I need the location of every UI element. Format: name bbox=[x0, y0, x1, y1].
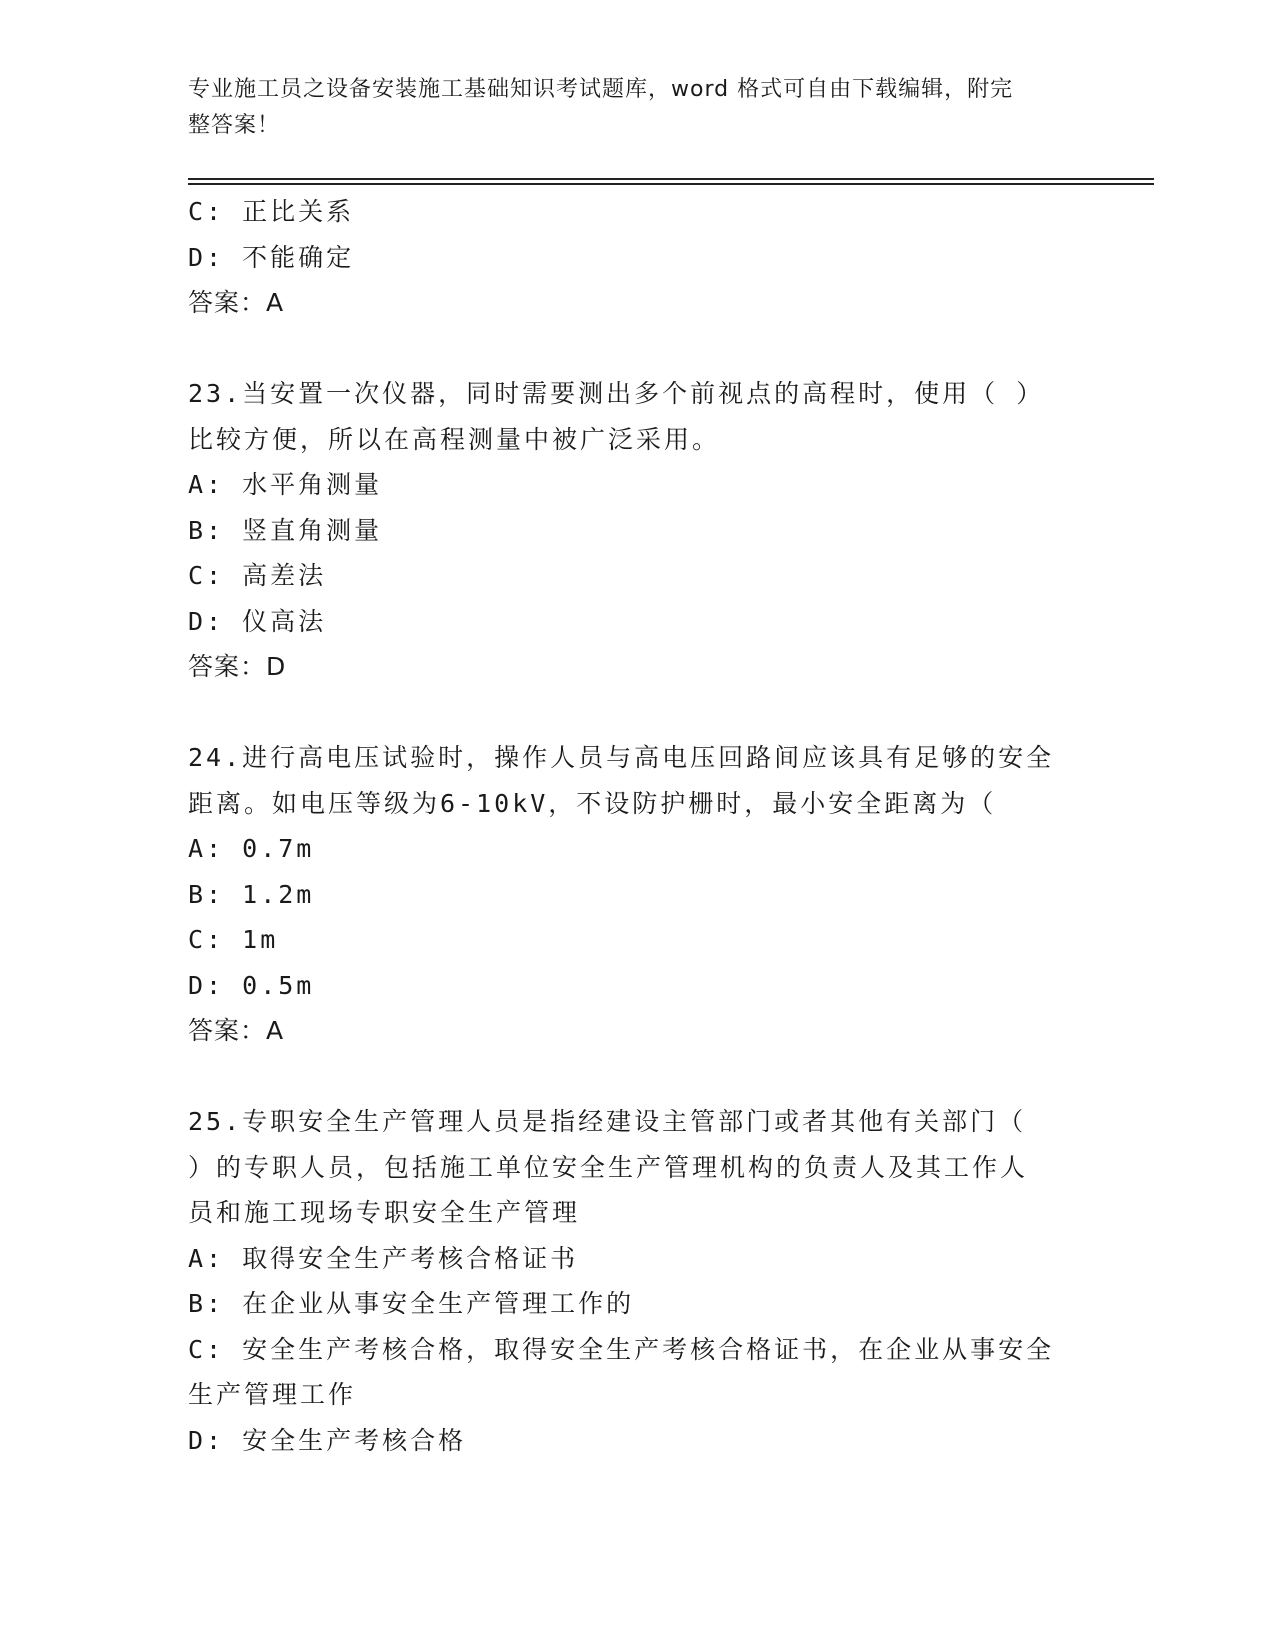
option-d: D: 0.5m bbox=[188, 970, 315, 1000]
question-stem-line: 距离。如电压等级为6-10kV，不设防护栅时，最小安全距离为（ bbox=[188, 788, 997, 818]
question-24 bbox=[188, 735, 1088, 1054]
option-b: B: 1.2m bbox=[188, 879, 315, 909]
option-a: A: 0.7m bbox=[188, 834, 315, 863]
question-stem-line: 25.专职安全生产管理人员是指经建设主管部门或者其他有关部门（ bbox=[188, 1107, 1027, 1136]
question-25 bbox=[188, 1099, 1088, 1463]
option-d: D: 不能确定 bbox=[188, 242, 355, 272]
option-b: B: 在企业从事安全生产管理工作的 bbox=[188, 1289, 635, 1318]
option-c-continued: 生产管理工作 bbox=[188, 1380, 357, 1409]
question-stem-line: 24.进行高电压试验时，操作人员与高电压回路间应该具有足够的安全 bbox=[188, 743, 1055, 772]
question-stem-line: 23.当安置一次仪器，同时需要测出多个前视点的高程时，使用（ ） bbox=[188, 379, 1045, 408]
spacer bbox=[188, 690, 1088, 736]
option-d: D: 安全生产考核合格 bbox=[188, 1425, 467, 1455]
option-c: C: 1m bbox=[188, 925, 279, 954]
spacer bbox=[188, 1054, 1088, 1100]
question-stem-line: 比较方便，所以在高程测量中被广泛采用。 bbox=[188, 424, 721, 454]
option-a: A: 水平角测量 bbox=[188, 470, 383, 499]
option-c: C: 安全生产考核合格，取得安全生产考核合格证书，在企业从事安全 bbox=[188, 1334, 1055, 1364]
option-c: C: 高差法 bbox=[188, 561, 327, 590]
answer-line: 答案：A bbox=[188, 288, 285, 317]
option-c: C: 正比关系 bbox=[188, 197, 355, 226]
spacer bbox=[188, 326, 1088, 372]
header-rule-top bbox=[188, 178, 1154, 180]
question-23 bbox=[188, 371, 1088, 690]
header-rule-bottom bbox=[188, 183, 1154, 185]
option-a: A: 取得安全生产考核合格证书 bbox=[188, 1243, 579, 1273]
header-line-2: 整答案！ bbox=[188, 113, 281, 138]
option-b: B: 竖直角测量 bbox=[188, 515, 383, 545]
document-body bbox=[188, 189, 1088, 1463]
continued-question bbox=[188, 189, 1088, 326]
answer-line: 答案：D bbox=[188, 652, 287, 681]
question-stem-line: 员和施工现场专职安全生产管理 bbox=[188, 1198, 581, 1227]
option-d: D: 仪高法 bbox=[188, 606, 327, 636]
answer-line: 答案：A bbox=[188, 1016, 285, 1045]
header-line-1: 专业施工员之设备安装施工基础知识考试题库，word 格式可自由下载编辑，附完 bbox=[188, 77, 1014, 102]
question-stem-line: ）的专职人员，包括施工单位安全生产管理机构的负责人及其工作人 bbox=[188, 1152, 1029, 1182]
document-header bbox=[188, 72, 1068, 144]
